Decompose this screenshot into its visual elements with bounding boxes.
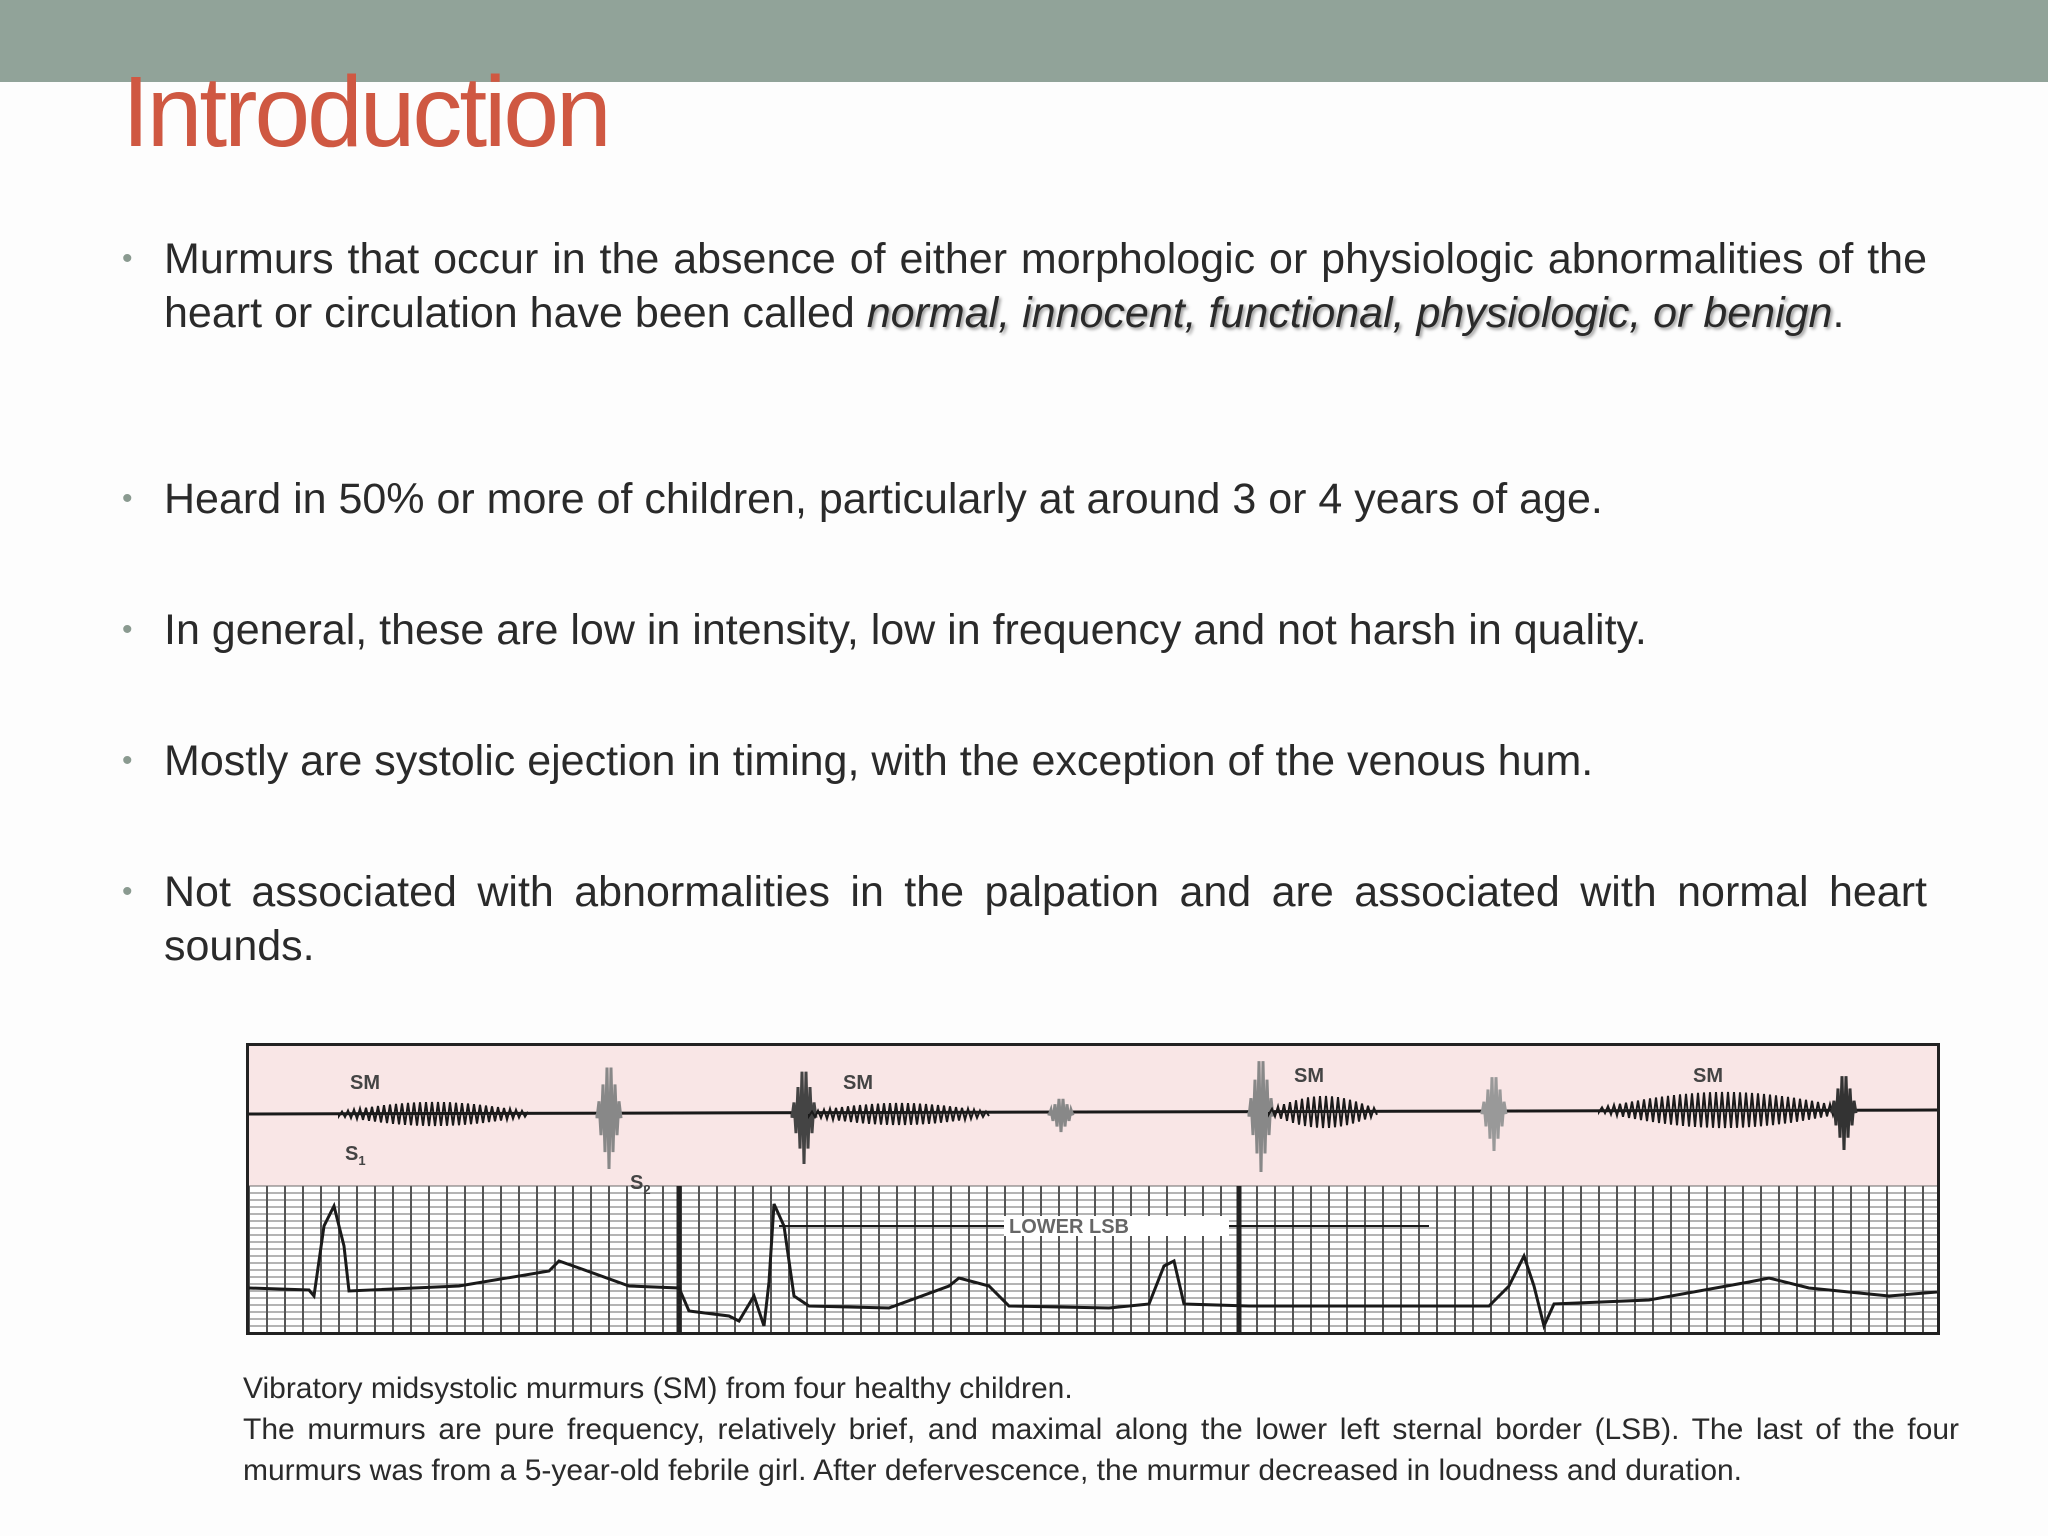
bullet-text-main: Murmurs that occur in the absence of either morphologic or physiologic abnormalities of the heart or circulation have been called: [164, 235, 1927, 337]
bullet-text: [164, 232, 1927, 340]
phonocardiogram-image: [249, 1046, 1937, 1332]
s1-label-main: S: [345, 1143, 359, 1165]
bullet-item: [122, 865, 1927, 973]
caption-title: Vibratory midsystolic murmurs (SM) from four healthy children.: [243, 1372, 1073, 1405]
bullet-icon: •: [122, 744, 133, 777]
sm-label: SM: [1693, 1065, 1723, 1087]
bullet-text: Heard in 50% or more of children, particularly at around 3 or 4 years of age.: [164, 475, 1603, 523]
s2-label-sub: 2: [643, 1182, 651, 1197]
phonocardiogram-figure: [246, 1043, 1940, 1335]
lsb-label: LOWER LSB: [1009, 1216, 1129, 1238]
bullet-icon: •: [122, 482, 133, 515]
sm-label: SM: [843, 1072, 873, 1094]
figure-caption: [243, 1368, 1959, 1491]
bullet-text: In general, these are low in intensity, low in frequency and not harsh in quality.: [164, 606, 1647, 654]
bullet-icon: •: [122, 875, 133, 908]
bullet-icon: •: [122, 242, 133, 275]
s1-label-sub: 1: [358, 1153, 366, 1168]
bullet-item: [122, 603, 1927, 657]
caption-body: The murmurs are pure frequency, relatively brief, and maximal along the lower left sternal border (LSB). The last of the four murmurs was from a 5-year-old febrile girl. After defervescence, the murmur decreased in loudness and duration.: [243, 1413, 1959, 1487]
bullet-item: [122, 472, 1927, 526]
s2-label-main: S: [630, 1172, 644, 1194]
bullet-text-emphasis: normal, innocent, functional, physiologic, or benign: [866, 289, 1833, 337]
bullet-text: Mostly are systolic ejection in timing, with the exception of the venous hum.: [164, 737, 1594, 785]
sm-label: SM: [1294, 1065, 1324, 1087]
bullet-item: [122, 734, 1927, 788]
bullet-item: [122, 232, 1927, 340]
sm-label: SM: [350, 1072, 380, 1094]
bullet-icon: •: [122, 613, 133, 646]
bullet-text: Not associated with abnormalities in the palpation and are associated with normal heart sounds.: [164, 868, 1927, 970]
ecg-grid: [249, 1186, 1937, 1332]
bullet-text-tail: .: [1832, 289, 1845, 337]
slide-title: Introduction: [122, 56, 609, 168]
